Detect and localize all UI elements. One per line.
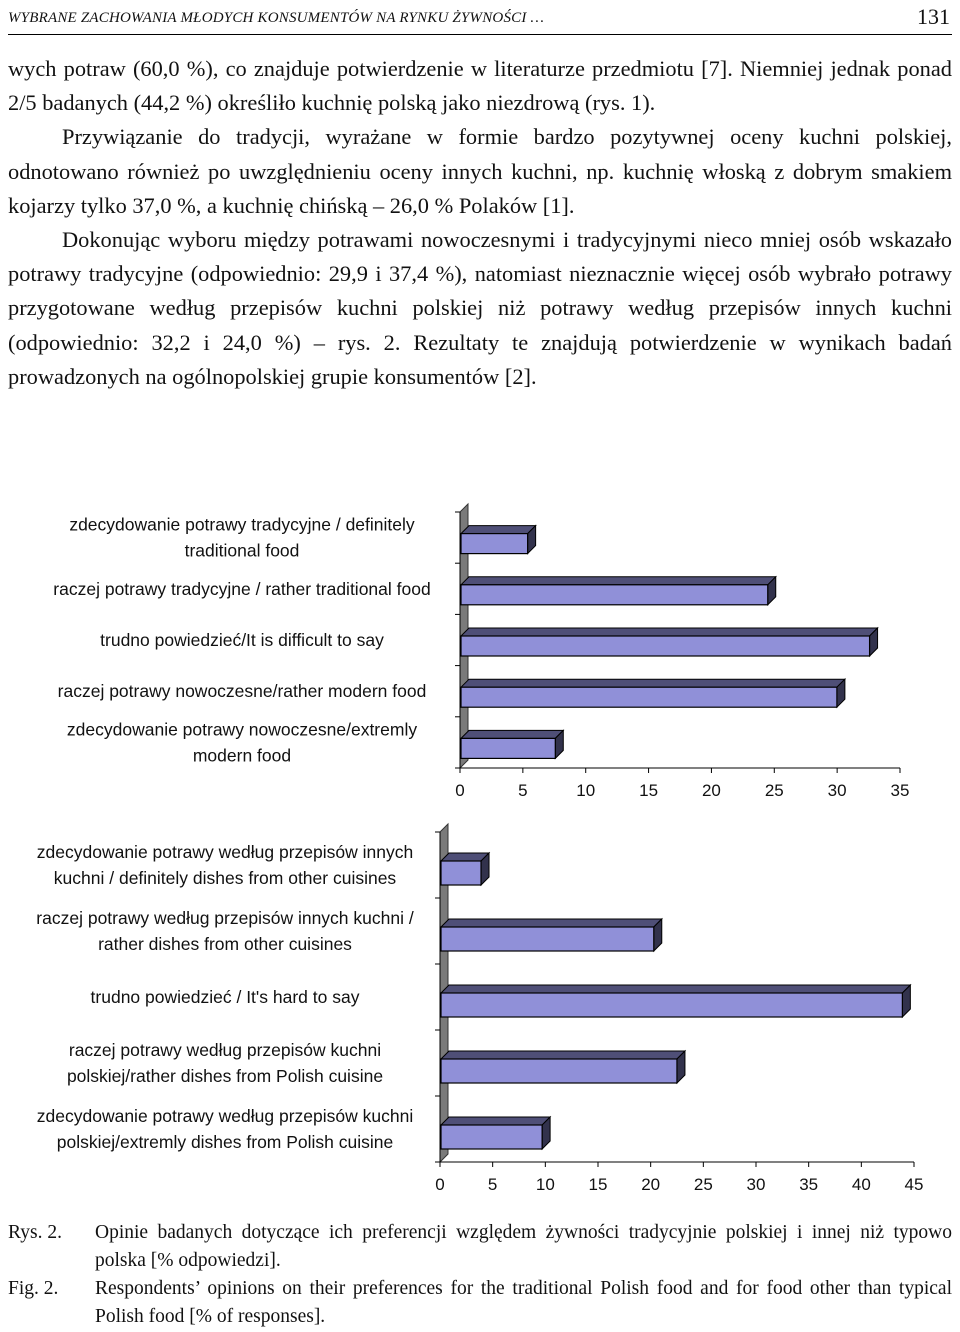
category-label-line: zdecydowanie potrawy nowoczesne/extremly: [66, 719, 418, 740]
category-label: [100, 630, 384, 650]
bar: [441, 985, 910, 1017]
bar: [441, 853, 489, 885]
category-label: [36, 908, 414, 954]
paragraph-1: wych potraw (60,0 %), co znajduje potwierdzenie w literaturze przedmiotu [7]. Niemniej jednak ponad 2/5 badanych (44,2 %) określiło kuchnię polską jako niezdrową (rys. 1).: [8, 56, 952, 116]
paragraph-3: Dokonując wyboru między potrawami nowoczesnymi i tradycyjnymi nieco mniej osób wskazało potrawy tradycyjne (odpowiednio: 29,9 i 37,4 %), natomiast nieznacznie więcej osób wybrało potrawy przygotowane według przepisów kuchni polskiej niż potrawy według przepisów innych kuchni (odpowiednio: 32,2 i 24,0 %) – rys. 2. Rezultaty te znajdują potwierdzenie w wynikach badań prowadzonych na ogólnopolskiej grupie konsumentów [2].: [8, 227, 952, 389]
category-label-line: raczej potrawy nowoczesne/rather modern food: [57, 681, 427, 702]
category-label-line: zdecydowanie potrawy według przepisów kuchni: [36, 1106, 414, 1126]
bar-top-face: [461, 628, 878, 636]
category-label: [53, 579, 430, 599]
bar-top-face: [441, 1117, 550, 1125]
caption-text-en: Respondents’ opinions on their preferences for the traditional Polish food and for food other than typical Polish food [% of responses].: [95, 1278, 952, 1327]
x-tick-label: 30: [827, 781, 847, 800]
bar: [461, 526, 536, 554]
bar-front-face: [441, 1059, 677, 1083]
bar-front-face: [461, 534, 528, 554]
category-label-line: trudno powiedzieć/It is difficult to say: [100, 630, 384, 650]
category-label-line: trudno powiedzieć / It's hard to say: [90, 987, 360, 1007]
category-label: [69, 515, 415, 561]
x-tick-label: 0: [455, 781, 465, 800]
category-label: [91, 987, 360, 1007]
x-tick-label: 35: [890, 781, 910, 800]
x-tick-label: 0: [435, 1175, 445, 1194]
category-label-line: modern food: [192, 745, 292, 766]
bar-front-face: [441, 927, 654, 951]
caption-label-en: Fig. 2.: [8, 1278, 59, 1299]
page-number: 131: [917, 4, 950, 29]
running-title: WYBRANE ZACHOWANIA MŁODYCH KONSUMENTÓW NA RYNKU ŻYWNOŚCI …: [8, 10, 545, 26]
category-label-line: rather dishes from other cuisines: [98, 934, 352, 954]
x-tick-label: 45: [904, 1175, 924, 1194]
bar-chart-traditional-vs-modern: [0, 490, 960, 820]
bar-front-face: [461, 585, 768, 605]
category-label: [37, 842, 413, 888]
x-tick-label: 25: [764, 781, 784, 800]
category-label-line: kuchni / definitely dishes from other cuisines: [53, 868, 397, 888]
bar-top-face: [461, 730, 563, 738]
x-tick-label: 5: [487, 1175, 498, 1194]
bar: [461, 679, 845, 707]
page-header: [8, 4, 952, 35]
category-label-line: polskiej/rather dishes from Polish cuisine: [66, 1066, 384, 1086]
category-label-line: traditional food: [184, 540, 300, 561]
category-label: [58, 681, 427, 701]
x-tick-label: 15: [588, 1175, 608, 1194]
bar-front-face: [461, 636, 870, 656]
category-label-line: raczej potrawy tradycyjne / rather traditional food: [53, 578, 431, 599]
bar-top-face: [461, 679, 845, 687]
category-label: [37, 1106, 413, 1152]
bar-front-face: [441, 1125, 542, 1149]
bar-top-face: [441, 985, 910, 993]
category-label: [67, 719, 417, 765]
bar-front-face: [461, 687, 837, 707]
body-text: [8, 52, 952, 394]
caption-text-pl: Opinie badanych dotyczące ich preferencji względem żywności tradycyjnie polskiej i innej niż typowo polska [% odpowiedzi].: [95, 1222, 952, 1271]
bar: [461, 628, 878, 656]
x-tick-label: 25: [693, 1175, 713, 1194]
category-label: [67, 1040, 383, 1086]
category-label-line: raczej potrawy według przepisów innych kuchni /: [36, 908, 414, 928]
caption-label-pl: Rys. 2.: [8, 1222, 62, 1243]
category-label-line: raczej potrawy według przepisów kuchni: [68, 1040, 382, 1060]
bar: [461, 730, 563, 758]
bar-top-face: [441, 919, 662, 927]
bar-top-face: [441, 1051, 685, 1059]
bar-front-face: [441, 861, 481, 885]
bar: [441, 1051, 685, 1083]
x-tick-label: 10: [576, 781, 596, 800]
x-tick-label: 10: [535, 1175, 555, 1194]
bar: [441, 1117, 550, 1149]
x-tick-label: 20: [641, 1175, 661, 1194]
bar: [441, 919, 662, 951]
bar-top-face: [461, 577, 776, 585]
bar-front-face: [441, 993, 902, 1017]
bar-top-face: [461, 526, 536, 534]
x-tick-label: 20: [701, 781, 721, 800]
category-label-line: zdecydowanie potrawy według przepisów innych: [36, 842, 414, 862]
bar-chart-polish-vs-other-cuisine: [0, 820, 960, 1205]
bar-front-face: [461, 738, 555, 758]
x-tick-label: 5: [518, 781, 528, 800]
category-label-line: zdecydowanie potrawy tradycyjne / definitely: [69, 514, 415, 535]
paragraph-2: Przywiązanie do tradycji, wyrażane w formie bardzo pozytywnej oceny kuchni polskiej, odnotowano również po uwzględnieniu oceny innych kuchni, np. kuchnię włoską z dobrym smakiem kojarzy tylko 37,0 %, a kuchnię chińską – 26,0 % Polaków [1].: [8, 124, 952, 218]
category-label-line: polskiej/extremly dishes from Polish cuisine: [56, 1132, 394, 1152]
x-tick-label: 35: [799, 1175, 819, 1194]
x-tick-label: 30: [746, 1175, 766, 1194]
x-tick-label: 15: [639, 781, 659, 800]
x-tick-label: 40: [851, 1175, 871, 1194]
bar: [461, 577, 776, 605]
